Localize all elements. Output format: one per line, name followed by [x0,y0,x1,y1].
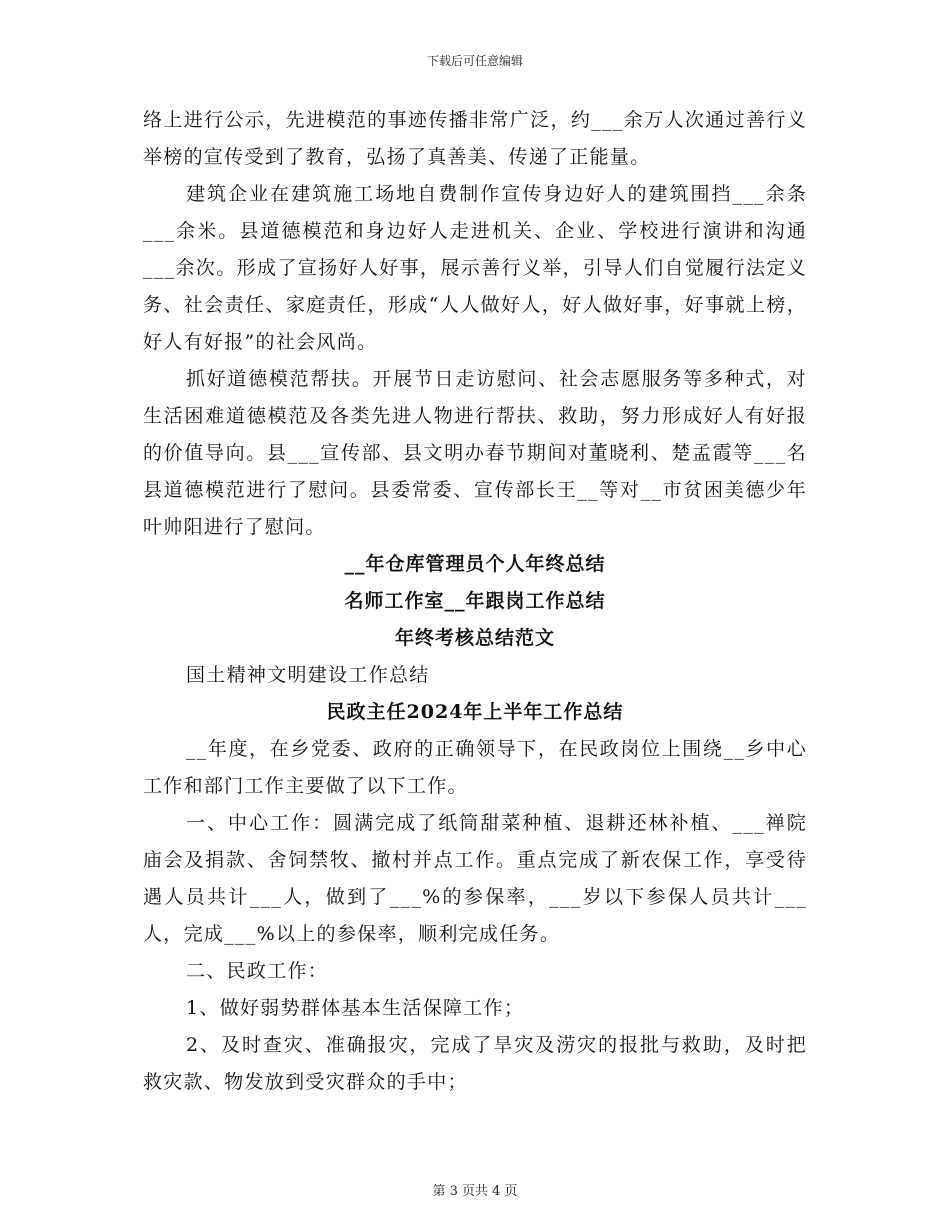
paragraph-4: 国土精神文明建设工作总结 [186,664,430,686]
page-header: 下载后可任意编辑 [426,54,523,68]
section-title-4: 民政主任2024年上半年工作总结 [326,701,624,723]
paragraph-5: __年度，在乡党委、政府的正确领导下，在民政岗位上围绕__乡中心工作和部门工作主要做了以下工作。 [143,738,807,797]
document-body [143,102,807,1101]
paragraph-9: 2、及时查灾、准确报灾，完成了旱灾及涝灾的报批与救助，及时把救灾款、物发放到受灾群众的手中； [143,1034,807,1093]
paragraph-6: 一、中心工作：圆满完成了纸筒甜菜种植、退耕还林补植、___禅院庙会及捐款、舍饲禁牧、撤村并点工作。重点完成了新农保工作，享受待遇人员共计___人，做到了___%的参保率，___岁以下参保人员共计___人，完成___%以上的参保率，顺利完成任务。 [143,812,807,945]
section-title-2: 名师工作室__年跟岗工作总结 [344,590,606,612]
page-footer: 第 3 页共 4 页 [432,1184,518,1199]
section-title-1: __年仓库管理员个人年终总结 [344,553,606,575]
paragraph-8: 1、做好弱势群体基本生活保障工作； [186,997,525,1019]
paragraph-3: 抓好道德模范帮扶。开展节日走访慰问、社会志愿服务等多种式，对生活困难道德模范及各类先进人物进行帮扶、救助，努力形成好人有好报的价值导向。县___宣传部、县文明办春节期间对董晓利、楚孟霞等___名县道德模范进行了慰问。县委常委、宣传部长王__等对__市贫困美德少年叶帅阳进行了慰问。 [143,368,807,538]
paragraph-2: 建筑企业在建筑施工场地自费制作宣传身边好人的建筑围挡___余条___余米。县道德模范和身边好人走进机关、企业、学校进行演讲和沟通___余次。形成了宣扬好人好事，展示善行义举，引导人们自觉履行法定义务、社会责任、家庭责任，形成“人人做好人，好人做好事，好事就上榜，好人有好报”的社会风尚。 [143,183,807,353]
paragraph-7: 二、民政工作： [186,960,329,982]
section-title-3: 年终考核总结范文 [394,627,555,649]
paragraph-1: 络上进行公示，先进模范的事迹传播非常广泛，约___余万人次通过善行义举榜的宣传受到了教育，弘扬了真善美、传递了正能量。 [143,109,807,168]
